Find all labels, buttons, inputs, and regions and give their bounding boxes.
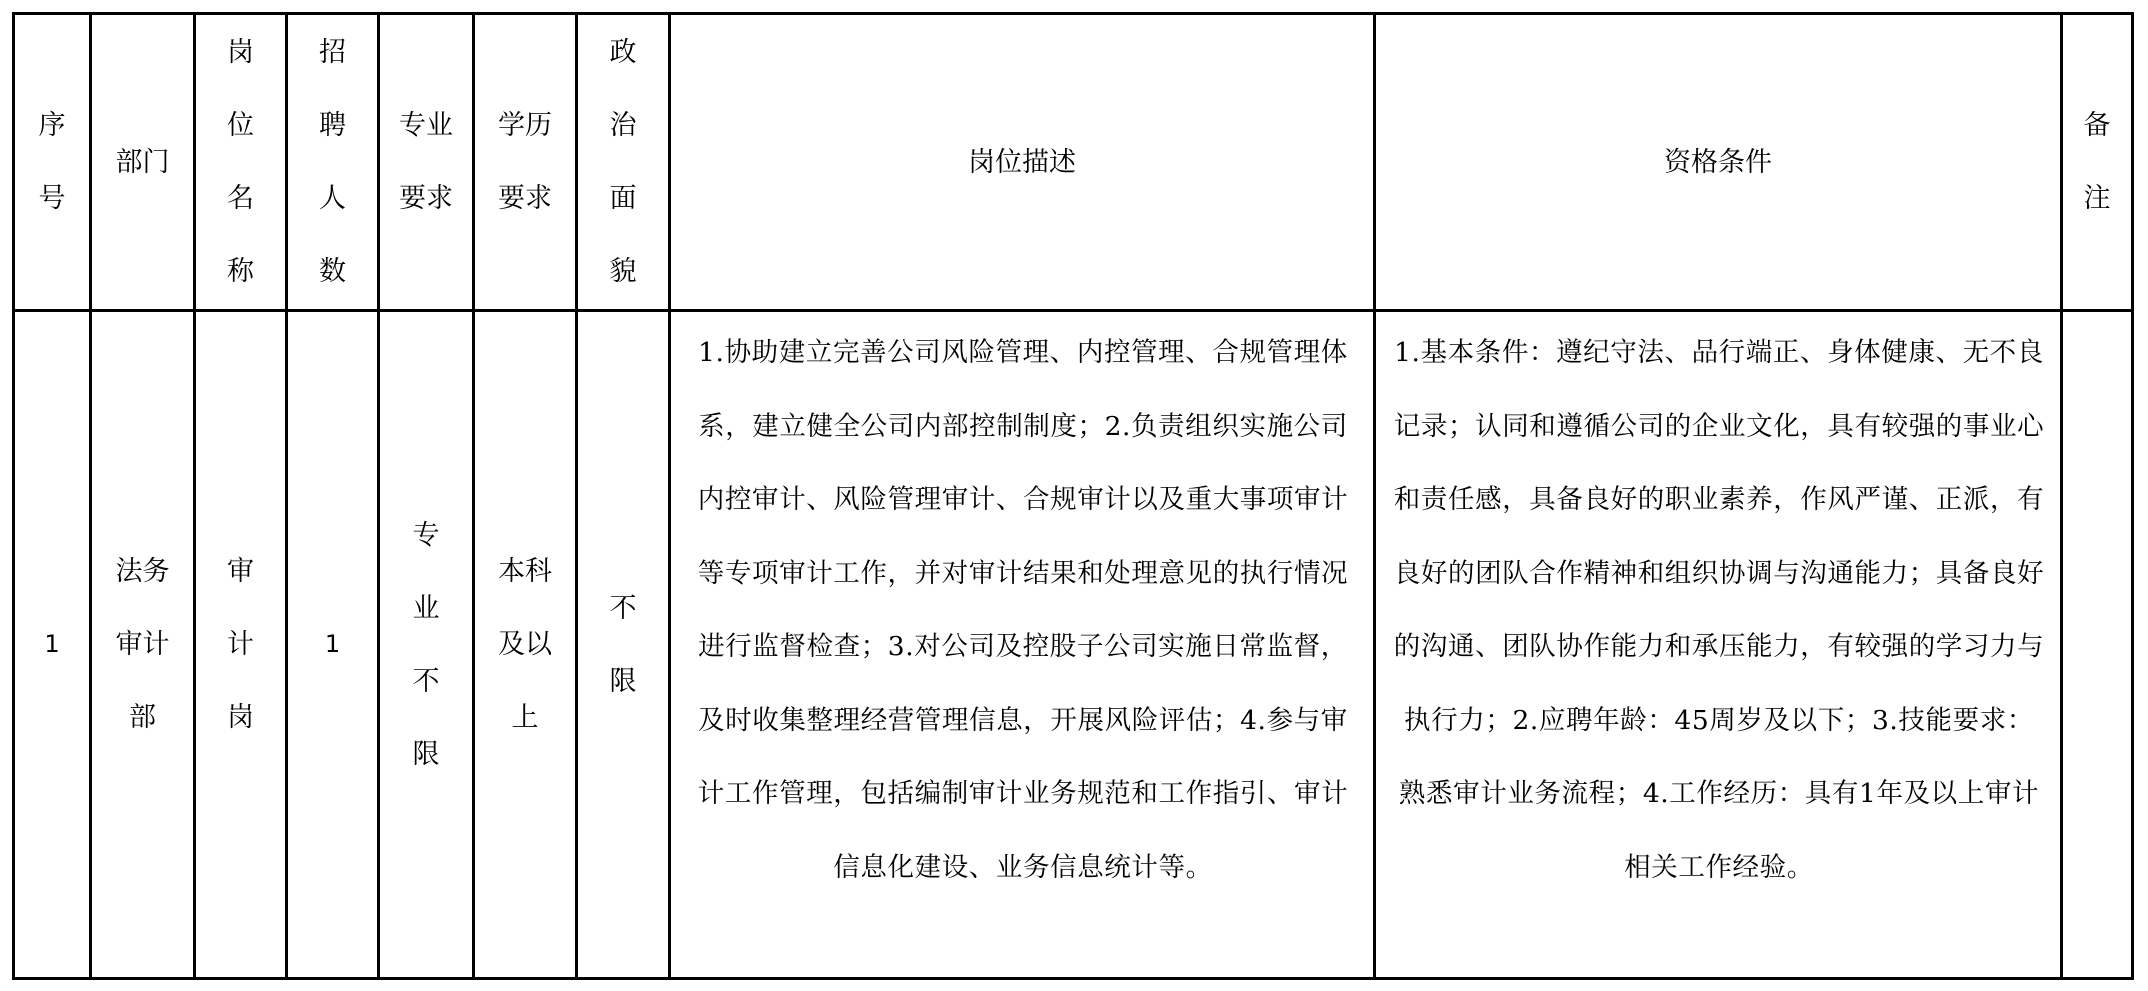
header-department (91, 14, 195, 311)
cell-education-requirement-text: 本科及以上 (498, 556, 552, 733)
header-political-status (577, 14, 670, 311)
header-qualifications-label: 资格条件 (1664, 146, 1772, 178)
header-major-requirement-label: 专业要求 (399, 110, 453, 214)
job-description-text: 1.协助建立完善公司风险管理、内控管理、合规管理体系，建立健全公司内部控制制度；2.负责组织实施公司内控审计、风险管理审计、合规审计以及重大事项审计等专项审计工作，并对审计结果和处理意见的执行情况进行监督检查；3.对公司及控股子公司实施日常监督，及时收集整理经营管理信息，开展风险评估；4.参与审计工作管理，包括编制审计业务规范和工作指引、审计信息化建设、业务信息统计等。 (697, 337, 1349, 883)
header-political-status-label: 政治面貌 (609, 37, 637, 287)
cell-position-name-text: 审计岗 (227, 556, 254, 733)
cell-political-status-text: 不限 (609, 592, 637, 697)
cell-education-requirement (474, 311, 577, 979)
header-position-name (195, 14, 287, 311)
cell-headcount: 1 (287, 311, 379, 979)
table-row (14, 311, 2133, 979)
cell-political-status (577, 311, 670, 979)
header-education-requirement (474, 14, 577, 311)
header-index-label: 序号 (38, 110, 66, 214)
header-education-requirement-label: 学历要求 (498, 110, 552, 214)
header-job-description-label: 岗位描述 (968, 146, 1076, 178)
header-headcount-label: 招聘人数 (319, 37, 346, 287)
header-major-requirement (379, 14, 474, 311)
cell-remarks (2062, 311, 2133, 979)
recruitment-table (12, 12, 2134, 980)
header-index (14, 14, 91, 311)
cell-major-requirement-text: 专业不限 (412, 519, 440, 770)
cell-job-description (670, 311, 1375, 979)
cell-index: 1 (14, 311, 91, 979)
header-job-description (670, 14, 1375, 311)
cell-qualifications (1375, 311, 2062, 979)
header-department-label: 部门 (115, 146, 170, 178)
cell-department (91, 311, 195, 979)
header-qualifications (1375, 14, 2062, 311)
header-position-name-label: 岗位名称 (227, 37, 254, 287)
header-row (14, 14, 2133, 311)
header-remarks (2062, 14, 2133, 311)
qualifications-text: 1.基本条件：遵纪守法、品行端正、身体健康、无不良记录；认同和遵循公司的企业文化，具有较强的事业心和责任感，具备良好的职业素养，作风严谨、正派，有良好的团队合作精神和组织协调与沟通能力；具备良好的沟通、团队协作能力和承压能力，有较强的学习力与执行力；2.应聘年龄：45周岁及以下；3.技能要求：熟悉审计业务流程；4.工作经历：具有1年及以上审计相关工作经验。 (1393, 337, 2045, 883)
cell-position-name (195, 311, 287, 979)
cell-major-requirement (379, 311, 474, 979)
header-remarks-label: 备注 (2083, 110, 2111, 214)
cell-department-text: 法务审计部 (115, 556, 170, 733)
header-headcount (287, 14, 379, 311)
